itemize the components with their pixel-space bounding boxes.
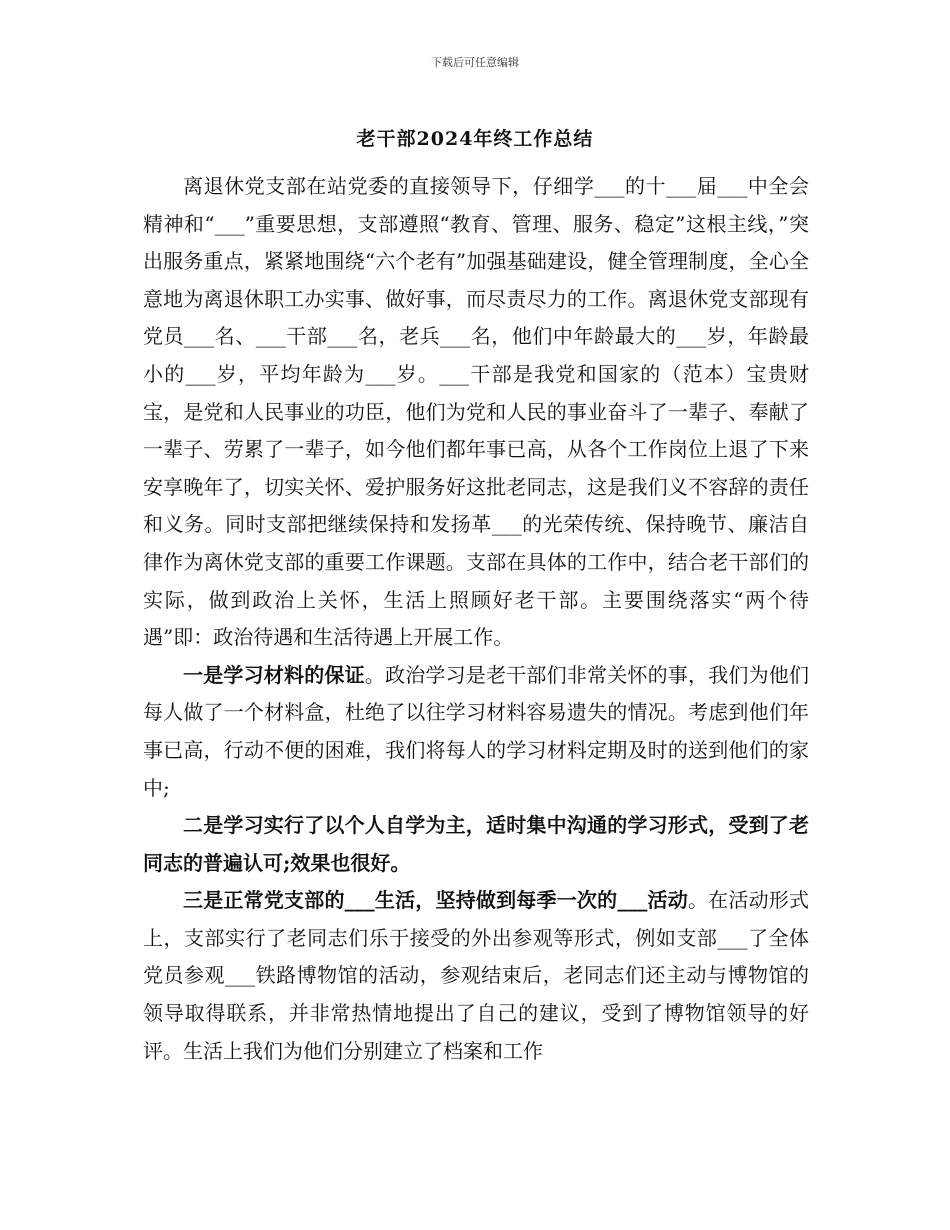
document-title: 老干部2024年终工作总结 — [356, 128, 594, 150]
paragraph-party-life — [143, 882, 809, 1070]
paragraph-text: 。在活动形式上，支部实行了老同志们乐于接受的外出参观等形式，例如支部___了全体党员参观___铁路博物馆的活动，参观结束后，老同志们还主动与博物馆的领导取得联系，并非常热情地提出了自己的建议，受到了博物馆领导的好评。生活上我们为他们分别建立了档案和工作 — [143, 888, 810, 1063]
paragraph-intro — [143, 168, 809, 657]
paragraph-lead: 三是正常党支部的___生活，坚持做到每季一次的___活动 — [183, 888, 688, 913]
paragraph-lead: 一是学习材料的保证 — [183, 662, 365, 687]
header-note: 下载后可任意编辑 — [431, 56, 519, 69]
paragraph-study-form — [143, 807, 809, 882]
paragraph-lead: 二是学习实行了以个人自学为主，适时集中沟通的学习形式，受到了老同志的普遍认可;效果也很好。 — [143, 813, 809, 875]
paragraph-text: 。政治学习是老干部们非常关怀的事，我们为他们每人做了一个材料盒，杜绝了以往学习材料容易遗失的情况。考虑到他们年事已高，行动不便的困难，我们将每人的学习材料定期及时的送到他们的家中; — [143, 662, 810, 800]
paragraph-text: 离退休党支部在站党委的直接领导下，仔细学___的十___届___中全会精神和“___”重要思想，支部遵照“教育、管理、服务、稳定”这根主线，”突出服务重点，紧紧地围绕“六个老有”加强基础建设，健全管理制度，全心全意地为离退休职工办实事、做好事，而尽责尽力的工作。离退休党支部现有党员___名、___干部___名，老兵___名，他们中年龄最大的___岁，年龄最小的___岁，平均年龄为___岁。___干部是我党和国家的（范本）宝贵财宝，是党和人民事业的功臣，他们为党和人民的事业奋斗了一辈子、奉献了一辈子、劳累了一辈子，如今他们都年事已高，从各个工作岗位上退了下来安享晚年了，切实关怀、爱护服务好这批老同志，这是我们义不容辞的责任和义务。同时支部把继续保持和发扬革___的光荣传统、保持晚节、廉洁自律作为离休党支部的重要工作课题。支部在具体的工作中，结合老干部们的实际，做到政治上关怀，生活上照顾好老干部。主要围绕落实“两个待遇”即：政治待遇和生活待遇上开展工作。 — [143, 174, 809, 650]
document-body — [143, 168, 809, 1070]
paragraph-study-materials — [143, 657, 809, 807]
